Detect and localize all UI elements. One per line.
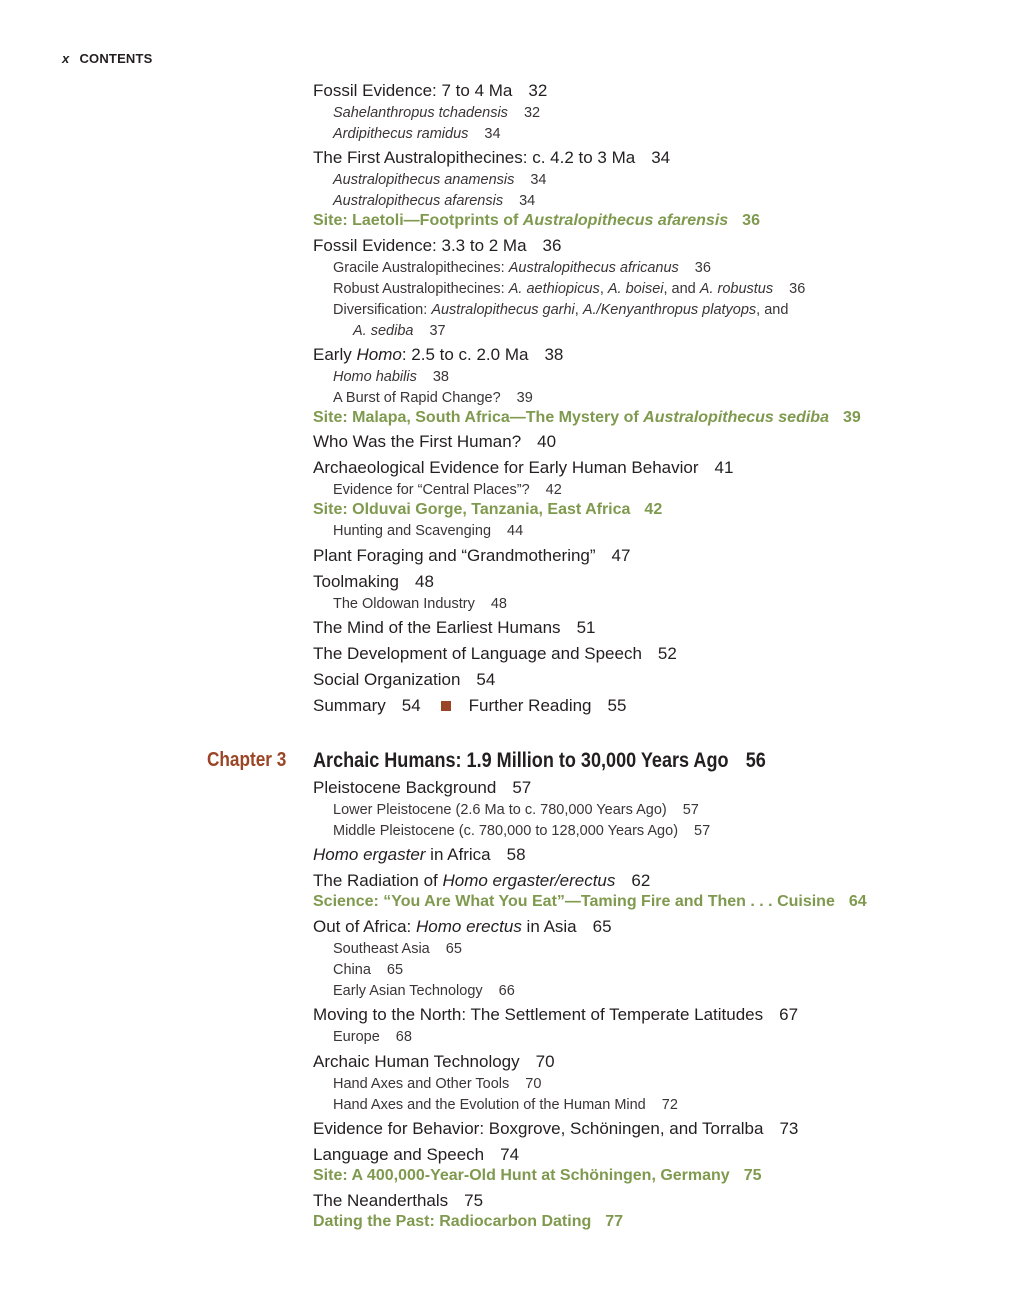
toc-subentry[interactable]: Ardipithecus ramidus 34 [333,126,501,142]
page-number: 70 [535,1052,555,1071]
page-number: 36 [789,281,806,297]
toc-subentry[interactable]: Sahelanthropus tchadensis 32 [333,105,541,121]
page-number: 38 [432,369,449,385]
page-number: 65 [386,962,404,978]
page-number: 57 [512,778,532,797]
toc-entry[interactable]: Archaic Human Technology 70 [313,1052,555,1071]
toc-subentry[interactable]: The Oldowan Industry 48 [333,596,507,612]
toc-entry[interactable]: Archaeological Evidence for Early Human Behavior 41 [313,458,734,477]
page-number: 65 [445,941,462,957]
toc-entry[interactable]: The First Australopithecines: c. 4.2 to 3 Ma 34 [313,148,671,167]
toc-entry[interactable]: Evidence for Behavior: Boxgrove, Schöningen, and Torralba 73 [313,1119,799,1138]
page-number: 36 [694,260,711,276]
page-number: 68 [395,1029,412,1045]
page-number: 77 [605,1213,624,1230]
toc-entry[interactable]: Plant Foraging and “Grandmothering” 47 [313,546,631,565]
toc-entry[interactable]: Fossil Evidence: 3.3 to 2 Ma 36 [313,236,562,255]
page-number: 38 [544,345,564,364]
page-number: 57 [694,823,711,839]
page-number: 72 [661,1097,678,1113]
toc-entry[interactable]: Social Organization 54 [313,670,496,689]
running-head-title: CONTENTS [79,51,153,66]
feature-entry[interactable]: Science: “You Are What You Eat”—Taming Fire and Then . . . Cuisine 64 [313,893,867,910]
page-number: 56 [745,749,766,772]
page-number: 42 [545,482,562,498]
page-number: 58 [506,845,526,864]
page-number: 52 [657,644,677,663]
page-number: 36 [542,236,562,255]
page-number: 66 [498,983,515,999]
toc-subentry[interactable]: Hand Axes and the Evolution of the Human Mind 72 [333,1097,678,1113]
page-number: 34 [519,193,536,209]
page-number: 65 [592,917,612,936]
page-number: 55 [607,696,627,715]
page-number: 70 [525,1076,542,1092]
toc-entry[interactable]: The Neanderthals 75 [313,1191,484,1210]
page-number: 40 [537,432,557,451]
feature-entry[interactable]: Site: Malapa, South Africa—The Mystery of Australopithecus sediba 39 [313,409,861,426]
page-number: 67 [779,1005,799,1024]
toc-entry[interactable]: Fossil Evidence: 7 to 4 Ma 32 [313,81,548,100]
toc-subentry-continuation[interactable]: A. sediba 37 [353,323,446,339]
toc-subentry[interactable]: Homo habilis 38 [333,369,449,385]
page-number: 39 [516,390,533,406]
summary-line [313,696,626,716]
page-number: 42 [644,501,663,518]
toc-entry[interactable]: The Radiation of Homo ergaster/erectus 62 [313,871,651,890]
square-bullet-icon [441,701,451,711]
page-number: 32 [528,81,548,100]
toc-subentry[interactable]: Early Asian Technology 66 [333,983,515,999]
toc-subentry[interactable]: Evidence for “Central Places”? 42 [333,482,562,498]
toc-entry[interactable]: Out of Africa: Homo erectus in Asia 65 [313,917,612,936]
page-number: 54 [476,670,496,689]
toc-entry[interactable]: The Mind of the Earliest Humans 51 [313,618,596,637]
page-number: 32 [523,105,541,121]
page-number: 34 [484,126,501,142]
running-head [62,51,153,66]
toc-subentry[interactable]: Australopithecus anamensis 34 [333,172,547,188]
feature-entry[interactable]: Dating the Past: Radiocarbon Dating 77 [313,1213,624,1230]
toc-entry[interactable]: Early Homo: 2.5 to c. 2.0 Ma 38 [313,345,564,364]
toc-subentry[interactable]: Lower Pleistocene (2.6 Ma to c. 780,000 Years Ago) 57 [333,802,699,818]
toc-subentry[interactable]: Hunting and Scavenging 44 [333,523,524,539]
toc-subentry[interactable]: Gracile Australopithecines: Australopithecus africanus 36 [333,260,711,276]
feature-entry[interactable]: Site: A 400,000-Year-Old Hunt at Schöningen, Germany 75 [313,1167,762,1184]
toc-subentry[interactable]: Middle Pleistocene (c. 780,000 to 128,000 Years Ago) 57 [333,823,711,839]
page-number: 47 [611,546,631,565]
toc-entry[interactable]: Moving to the North: The Settlement of Temperate Latitudes 67 [313,1005,799,1024]
toc-subentry[interactable]: Europe 68 [333,1029,412,1045]
toc-subentry[interactable]: A Burst of Rapid Change? 39 [333,390,533,406]
page-number: 34 [530,172,547,188]
page-number: 44 [507,523,524,539]
page-number: 37 [429,323,446,339]
feature-entry[interactable]: Site: Laetoli—Footprints of Australopithecus afarensis 36 [313,212,760,229]
page-number: 57 [682,802,699,818]
page-number: 62 [631,871,651,890]
toc-entry[interactable]: Who Was the First Human? 40 [313,432,557,451]
toc-subentry[interactable]: Robust Australopithecines: A. aethiopicus, A. boisei, and A. robustus 36 [333,281,806,297]
page-folio: x [62,51,70,66]
toc-entry[interactable]: The Development of Language and Speech 52 [313,644,677,663]
page-number: 73 [779,1119,799,1138]
toc-entry[interactable]: Toolmaking 48 [313,572,434,591]
page-number: 51 [576,618,596,637]
toc-entry[interactable]: Homo ergaster in Africa 58 [313,845,526,864]
toc-subentry[interactable]: Diversification: Australopithecus garhi, A./Kenyanthropus platyops, and [333,302,789,318]
further-reading-link[interactable]: Further Reading [468,696,592,715]
page-number: 74 [500,1145,520,1164]
page-number: 54 [401,696,421,715]
toc-entry[interactable]: Pleistocene Background 57 [313,778,532,797]
toc-subentry[interactable]: China 65 [333,962,404,978]
page-number: 39 [842,409,861,426]
page-number: 64 [848,893,867,910]
toc-entry[interactable]: Language and Speech 74 [313,1145,520,1164]
page-number: 41 [714,458,734,477]
chapter-label: Chapter 3 [207,749,287,771]
page-number: 48 [415,572,434,591]
page-number: 48 [490,596,507,612]
page-number: 75 [743,1167,762,1184]
toc-subentry[interactable]: Australopithecus afarensis 34 [333,193,536,209]
feature-entry[interactable]: Site: Olduvai Gorge, Tanzania, East Africa 42 [313,501,663,518]
page-number: 36 [742,212,760,229]
summary-link[interactable]: Summary [313,696,386,715]
page-number: 34 [651,148,671,167]
chapter-title[interactable]: Archaic Humans: 1.9 Million to 30,000 Years Ago 56 [313,749,766,772]
toc-subentry[interactable]: Hand Axes and Other Tools 70 [333,1076,542,1092]
page-number: 75 [464,1191,484,1210]
toc-subentry[interactable]: Southeast Asia 65 [333,941,462,957]
